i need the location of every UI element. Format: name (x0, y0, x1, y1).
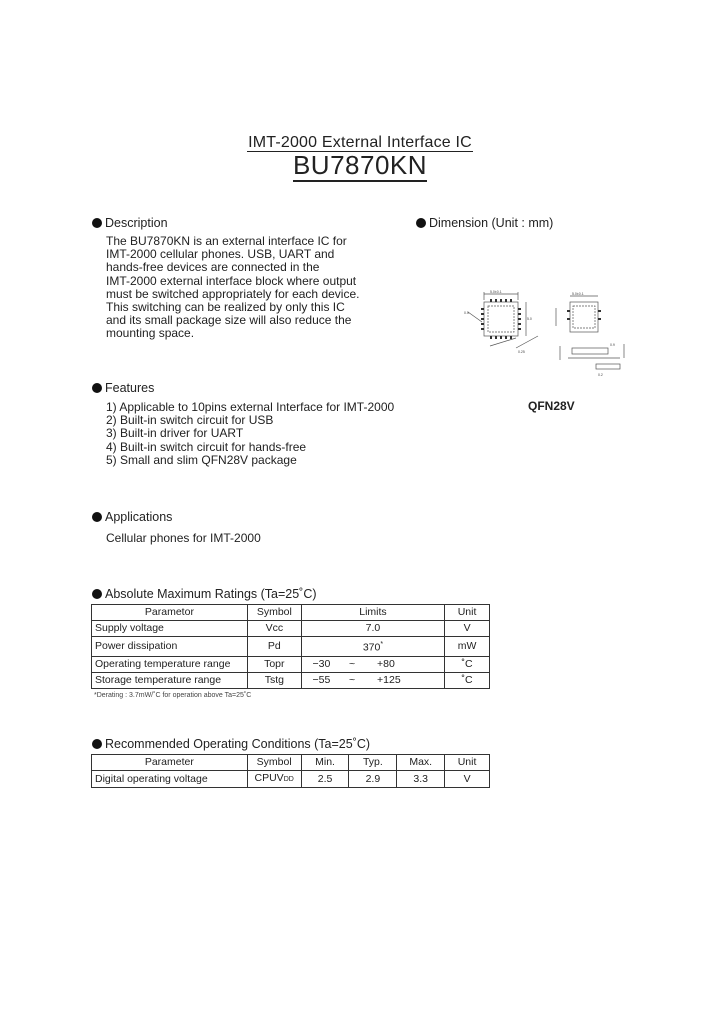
description-line: The BU7870KN is an external interface IC for (106, 234, 347, 248)
range-sep: ~ (341, 656, 363, 672)
limit-value: 370 (362, 641, 381, 654)
bullet-icon (92, 218, 102, 228)
min-cell: −55 (301, 672, 341, 688)
header-cell: Min. (301, 755, 349, 771)
symbol-subscript: DD (283, 776, 294, 783)
footnote-mark: * (380, 641, 384, 648)
min-cell: 2.5 (301, 771, 349, 788)
typ-cell: 2.9 (349, 771, 397, 788)
svg-text:5.0±0.1: 5.0±0.1 (490, 290, 502, 294)
description-body (106, 235, 396, 341)
symbol-cell: Topr (247, 656, 301, 672)
param-cell: Supply voltage (92, 621, 248, 637)
header-cell: Symbol (247, 755, 301, 771)
table-row (92, 637, 490, 657)
description-line: This switching can be realized by only this IC (106, 300, 345, 315)
package-dimension-drawing (460, 288, 635, 380)
svg-text:0.25: 0.25 (518, 350, 525, 354)
header-cell: Unit (445, 755, 490, 771)
svg-text:5.0±0.1: 5.0±0.1 (572, 292, 584, 296)
symbol-cell (247, 771, 301, 788)
bullet-icon (92, 383, 102, 393)
feature-item: 3) Built-in driver for UART (106, 426, 244, 441)
limit-cell: 7.0 (301, 621, 444, 637)
header-cell: Max. (397, 755, 445, 771)
header-cell: Symbol (247, 605, 301, 621)
table-row (92, 621, 490, 637)
description-line: must be switched appropriately for each device. (106, 286, 360, 301)
unit-cell: V (445, 621, 490, 637)
unit-cell: V (445, 771, 490, 788)
symbol-cell: Vcc (247, 621, 301, 637)
abs-max-table (91, 604, 490, 689)
header-cell: Limits (301, 605, 444, 621)
svg-text:0.2: 0.2 (598, 373, 603, 377)
range-sep: ~ (341, 672, 363, 688)
param-cell: Digital operating voltage (92, 771, 248, 788)
table-row (92, 672, 490, 688)
table-header-row (92, 605, 490, 621)
bullet-icon (416, 218, 426, 228)
abs-max-heading: Absolute Maximum Ratings (Ta=25˚C) (92, 587, 317, 601)
symbol-cell: Pd (247, 637, 301, 657)
feature-item: 5) Small and slim QFN28V package (106, 452, 297, 467)
svg-text:5.0: 5.0 (527, 317, 532, 321)
description-line: hands-free devices are connected in the (106, 260, 320, 275)
description-line: IMT-2000 external interface block where output (106, 273, 357, 288)
dimension-heading: Dimension (Unit : mm) (416, 216, 553, 230)
param-cell: Storage temperature range (92, 672, 248, 688)
description-line: mounting space. (106, 326, 195, 341)
min-cell: −30 (301, 656, 341, 672)
features-heading: Features (92, 381, 154, 395)
feature-item: 1) Applicable to 10pins external Interface for IMT-2000 (106, 400, 395, 414)
max-cell: +125 (363, 672, 445, 688)
applications-text: Cellular phones for IMT-2000 (106, 531, 261, 545)
max-cell: 3.3 (397, 771, 445, 788)
header-cell: Parameter (92, 755, 248, 771)
document-subtitle: IMT-2000 External Interface IC (248, 134, 472, 151)
header-cell: Unit (445, 605, 490, 621)
unit-cell: mW (445, 637, 490, 657)
svg-text:0.9: 0.9 (610, 343, 615, 347)
rec-op-table (91, 754, 490, 788)
applications-heading: Applications (92, 510, 172, 524)
max-cell: +80 (363, 656, 445, 672)
description-heading: Description (92, 216, 168, 230)
features-list (106, 401, 426, 467)
feature-item: 2) Built-in switch circuit for USB (106, 413, 274, 428)
table-row (92, 771, 490, 788)
bullet-icon (92, 589, 102, 599)
derating-note: *Derating : 3.7mW/˚C for operation above Ta=25˚C (94, 692, 252, 699)
feature-item: 4) Built-in switch circuit for hands-free (106, 439, 307, 454)
symbol-cell: Tstg (247, 672, 301, 688)
table-header-row (92, 755, 490, 771)
description-line: IMT-2000 cellular phones. USB, UART and (106, 247, 335, 262)
symbol-main: CPUV (254, 772, 284, 784)
package-label: QFN28V (528, 399, 575, 413)
header-cell: Typ. (349, 755, 397, 771)
bullet-icon (92, 739, 102, 749)
bullet-icon (92, 512, 102, 522)
unit-cell: ˚C (445, 656, 490, 672)
table-row (92, 656, 490, 672)
header-cell: Parametor (92, 605, 248, 621)
unit-cell: ˚C (445, 672, 490, 688)
rec-op-heading: Recommended Operating Conditions (Ta=25˚C) (92, 737, 370, 751)
param-cell: Power dissipation (92, 637, 248, 657)
description-line: and its small package size will also reduce the (106, 313, 352, 328)
part-number-title: BU7870KN (292, 150, 428, 180)
limit-cell (301, 637, 444, 657)
param-cell: Operating temperature range (92, 656, 248, 672)
svg-text:0.5: 0.5 (464, 311, 469, 315)
